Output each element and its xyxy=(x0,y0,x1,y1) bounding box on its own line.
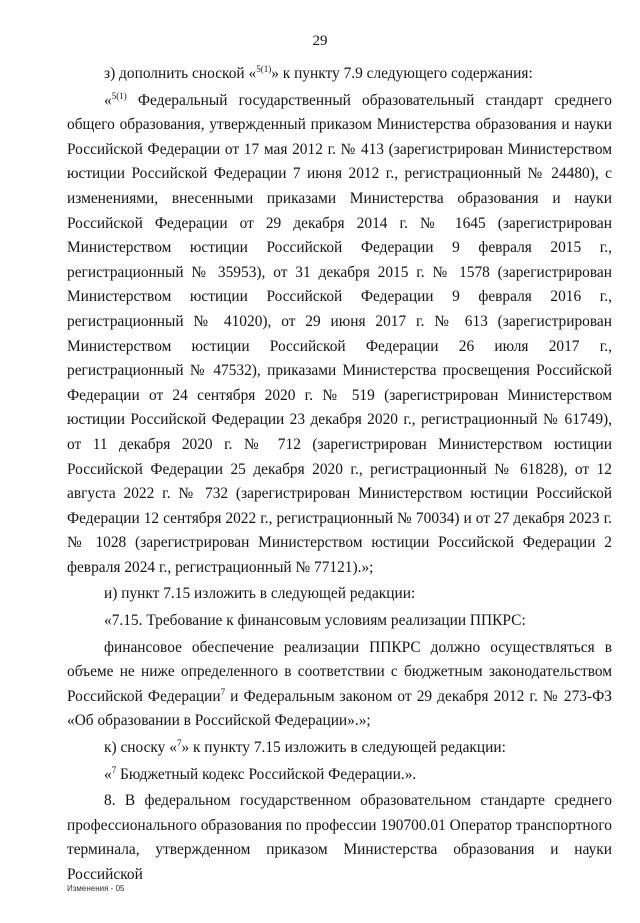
document-body xyxy=(67,62,612,888)
footnote-ref: 7 xyxy=(220,686,226,697)
page-number: 29 xyxy=(312,33,328,49)
paragraph-z: з) дополнить сноской «$^{5(1)}$» к пункту 7.9 следующего содержания: xyxy=(104,63,533,82)
footer-note: Изменения - 05 xyxy=(67,884,125,893)
footnote-ref: 7 xyxy=(111,764,117,775)
item-7-15-title: «7.15. Требование к финансовым условиям реализации ППКРС: xyxy=(104,612,526,630)
footnote-ref: 5(1) xyxy=(256,63,272,74)
footnote-5-1-text: «$^{5(1)}$ Федеральный государственный образовательный стандарт среднего общего образования, утвержденный приказом Министерства образования и науки Российской Федерации от 17 мая 2012 г. № 413 (зарегистрирован Министерством юстиции Российской Федерации 7 июня 2012 г., регистрационный № 24480), с изменениями, внесенными приказами Министерства образования и науки Российской Федерации от 29 декабря 2014 г. № 1645 (зарегистрирован Министерством юстиции Российской Федерации 9 февраля 2015 г., регистрационный № 35953), от 31 декабря 2015 г. № 1578 (зарегистрирован Министерством юстиции Российской Федерации 9 февраля 2016 г., регистрационный № 41020), от 29 июня 2017 г. № 613 (зарегистрирован Министерством юстиции Российской Федерации 26 июля 2017 г., регистрационный № 47532), приказами Министерства просвещения Российской Федерации от 24 сентября 2020 г. № 519 (зарегистрирован Министерством юстиции Российской Федерации 23 декабря 2020 г., регистрационный № 61749), от 11 декабря 2020 г. № 712 (зарегистрирован Министерством юстиции Российской Федерации 25 декабря 2020 г., регистрационный № 61828), от 12 августа 2022 г. № 732 (зарегистрирован Министерством юстиции Российской Федерации 12 сентября 2022 г., регистрационный № 70034) и от 27 декабря 2023 г. № 1028 (зарегистрирован Министерством юстиции Российской Федерации 2 февраля 2024 г., регистрационный № 77121).»; xyxy=(67,90,612,576)
footnote-7-text: «$^7$ Бюджетный кодекс Российской Федерации.». xyxy=(104,764,417,783)
paragraph-8: 8. В федеральном государственном образовательном стандарте среднего профессионального образования по профессии 190700.01 Оператор транспортного терминала, утвержденном приказом Министерства образования и науки Российской xyxy=(67,792,612,883)
paragraph-i: и) пункт 7.15 изложить в следующей редакции: xyxy=(104,585,416,603)
footnote-ref: 5(1) xyxy=(111,90,127,101)
footnote-ref: 7 xyxy=(176,737,182,748)
paragraph-k: к) сноску «$^7$» к пункту 7.15 изложить в следующей редакции: xyxy=(104,737,506,757)
item-7-15-body: финансовое обеспечение реализации ППКРС должно осуществляться в объеме не ниже определенного в соответствии с бюджетным законодательством Российской Федерации$^7$ и Федеральным законом от 29 декабря 2012 г. № 273-ФЗ «Об образовании в Российской Федерации».»; xyxy=(67,638,612,730)
